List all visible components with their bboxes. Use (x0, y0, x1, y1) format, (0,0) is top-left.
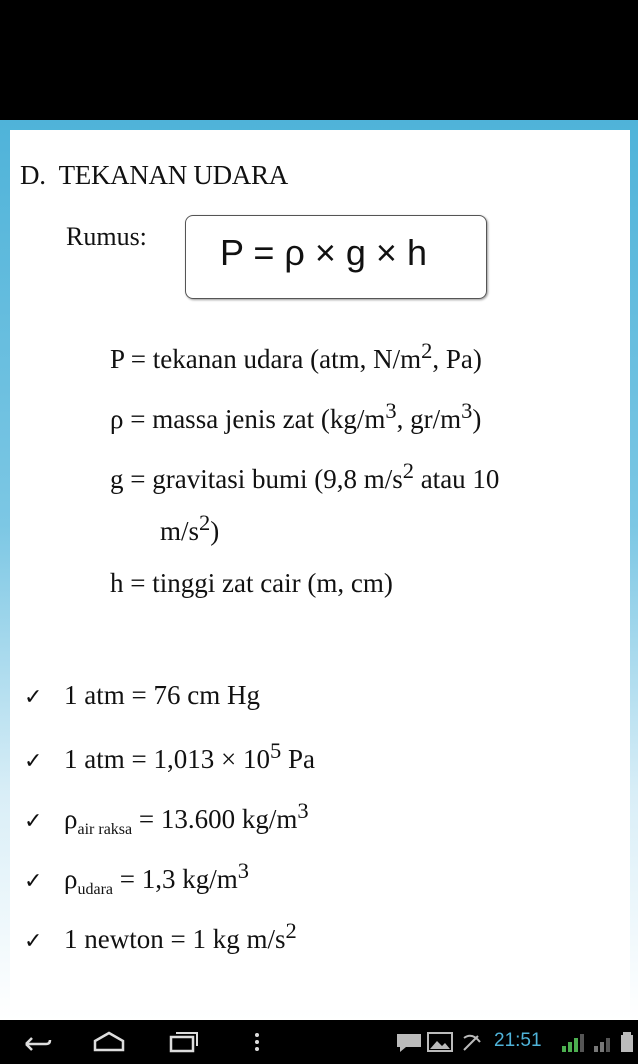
clock: 21:51 (494, 1030, 542, 1051)
checkmark-icon: ✓ (24, 749, 43, 774)
checkmark-icon: ✓ (24, 869, 43, 894)
definition-p: P = tekanan udara (atm, $N/m^2$, Pa) (110, 338, 482, 374)
check-item-2: ✓ 1 atm = $1,013 \times 10^5$ Pa (24, 738, 315, 774)
checkmark-icon: ✓ (24, 809, 43, 834)
top-black-bar (0, 0, 638, 120)
rumus-label: Rumus: (66, 222, 147, 251)
image-notification-icon (426, 1030, 454, 1054)
battery-icon (620, 1030, 634, 1054)
section-heading (20, 160, 288, 191)
checkmark-icon: ✓ (24, 929, 43, 954)
check-item-5: ✓ 1 newton = 1 kg $m/s^2$ (24, 918, 297, 954)
home-icon[interactable] (92, 1030, 126, 1054)
slide (10, 130, 630, 1010)
signal-strength-icon (560, 1030, 588, 1054)
checkmark-icon: ✓ (24, 685, 43, 710)
definition-g: g = gravitasi bumi (9,8 $m/s^2$ atau 10 (110, 458, 500, 494)
system-navbar (0, 1020, 638, 1064)
formula: P = ρ × g × h (220, 232, 427, 273)
check-item-1: ✓ 1 atm = 76 cm Hg (24, 680, 260, 710)
menu-icon[interactable] (252, 1030, 262, 1054)
check-item-4: ✓ $\rho_{udara} = 1,3$ $kg/m^3$ (24, 858, 249, 898)
check-item-3: ✓ $\rho_{air raksa} = 13.600$ $kg/m^3$ (24, 798, 309, 838)
heading-text: TEKANAN UDARA (58, 160, 288, 190)
back-icon[interactable] (22, 1030, 52, 1054)
chat-notification-icon (394, 1030, 424, 1054)
definition-g-cont: $m/s^2$) (160, 510, 220, 546)
signal-strength-icon-2 (592, 1030, 614, 1054)
heading-letter: D. (20, 160, 46, 190)
slide-frame (0, 120, 638, 1020)
definition-rho: ρ = massa jenis zat ($kg/m^3$, $gr/m^3$) (110, 398, 482, 434)
no-signal-icon (460, 1030, 482, 1054)
definition-h: h = tinggi zat cair (m, cm) (110, 568, 393, 598)
recent-apps-icon[interactable] (168, 1030, 200, 1054)
